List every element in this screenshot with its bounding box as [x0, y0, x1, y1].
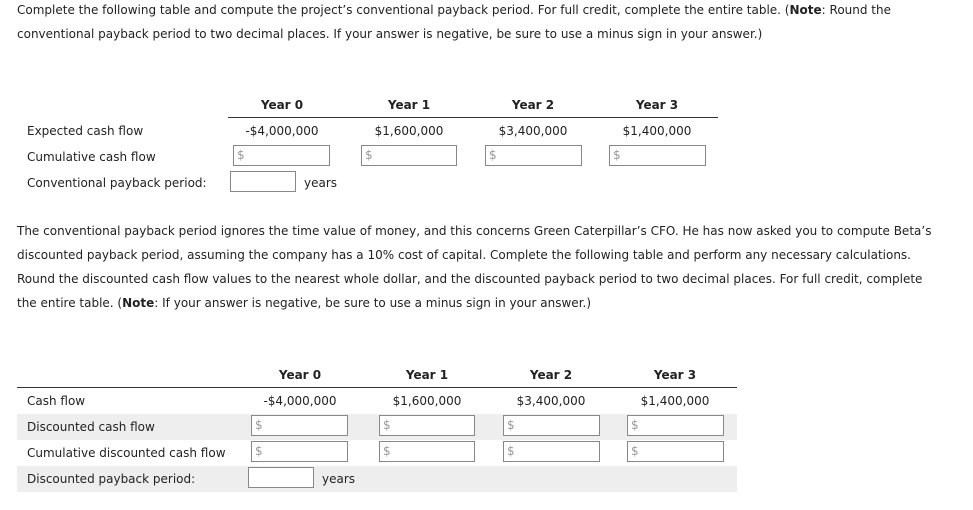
- table1-header-rule: [228, 117, 718, 118]
- table2-header-year0: Year 0: [278, 368, 322, 382]
- currency-symbol: $: [237, 148, 245, 162]
- discounted-cash-flow-year2-input[interactable]: [503, 415, 600, 436]
- cumulative-cash-flow-year0-input[interactable]: [233, 145, 330, 166]
- instructions-text: Round the discounted cash flow values to the nearest whole dollar, and the discounted payback period to two decimal places. For full credit, complete: [17, 272, 923, 286]
- cumulative-discounted-cash-flow-year0-input[interactable]: [251, 441, 348, 462]
- cash-flow-year2: $3,400,000: [516, 394, 586, 408]
- currency-symbol: $: [383, 444, 391, 458]
- cumulative-cash-flow-year1-input[interactable]: [361, 145, 457, 166]
- conventional-payback-input[interactable]: [230, 171, 296, 192]
- expected-cash-flow-year2: $3,400,000: [498, 124, 568, 138]
- expected-cash-flow-year0: -$4,000,000: [245, 124, 319, 138]
- cumulative-cash-flow-label: Cumulative cash flow: [27, 150, 156, 164]
- cash-flow-year0: -$4,000,000: [263, 394, 337, 408]
- years-unit-label: years: [304, 176, 338, 190]
- table1-header-year2: Year 2: [511, 98, 555, 112]
- cash-flow-label: Cash flow: [27, 394, 86, 408]
- table2-header-rule: [17, 387, 737, 388]
- currency-symbol: $: [365, 148, 373, 162]
- currency-symbol: $: [613, 148, 621, 162]
- discounted-cash-flow-year1-input[interactable]: [379, 415, 475, 436]
- instructions-text: discounted payback period, assuming the company has a 10% cost of capital. Complete the following table and perform any necessary calculations.: [17, 248, 911, 262]
- discounted-payback-input[interactable]: [248, 467, 314, 488]
- table2-header-year1: Year 1: [405, 368, 449, 382]
- currency-symbol: $: [507, 418, 515, 432]
- instructions-text: : Round the: [821, 3, 891, 17]
- instructions-text: : If your answer is negative, be sure to use a minus sign in your answer.): [154, 296, 592, 310]
- currency-symbol: $: [255, 444, 263, 458]
- cumulative-discounted-cash-flow-label: Cumulative discounted cash flow: [27, 446, 226, 460]
- expected-cash-flow-year1: $1,600,000: [374, 124, 444, 138]
- table1-header-year0: Year 0: [260, 98, 304, 112]
- table2-header-year2: Year 2: [529, 368, 573, 382]
- discounted-payback-label: Discounted payback period:: [27, 472, 196, 486]
- cumulative-cash-flow-year3-input[interactable]: [609, 145, 706, 166]
- currency-symbol: $: [631, 444, 639, 458]
- currency-symbol: $: [631, 418, 639, 432]
- discounted-cash-flow-label: Discounted cash flow: [27, 420, 155, 434]
- cash-flow-year1: $1,600,000: [392, 394, 462, 408]
- currency-symbol: $: [489, 148, 497, 162]
- discounted-cash-flow-year3-input[interactable]: [627, 415, 724, 436]
- years-unit-label: years: [322, 472, 356, 486]
- currency-symbol: $: [255, 418, 263, 432]
- instructions-paragraph-2: [17, 219, 931, 315]
- table2-header-year3: Year 3: [653, 368, 697, 382]
- instructions-text: conventional payback period to two decimal places. If your answer is negative, be sure to use a minus sign in your answer.): [17, 27, 763, 41]
- conventional-payback-label: Conventional payback period:: [27, 176, 207, 190]
- cash-flow-year3: $1,400,000: [640, 394, 710, 408]
- cumulative-discounted-cash-flow-year3-input[interactable]: [627, 441, 724, 462]
- instructions-text: The conventional payback period ignores the time value of money, and this concerns Green Caterpillar’s CFO. He has now asked you to compute Beta’s: [17, 224, 932, 238]
- cumulative-discounted-cash-flow-year1-input[interactable]: [379, 441, 475, 462]
- table1-header-year1: Year 1: [387, 98, 431, 112]
- discounted-cash-flow-year0-input[interactable]: [251, 415, 348, 436]
- cumulative-discounted-cash-flow-year2-input[interactable]: [503, 441, 600, 462]
- expected-cash-flow-label: Expected cash flow: [27, 124, 144, 138]
- cumulative-cash-flow-year2-input[interactable]: [485, 145, 582, 166]
- currency-symbol: $: [507, 444, 515, 458]
- table1-header-year3: Year 3: [635, 98, 679, 112]
- instructions-text: the entire table. (: [17, 296, 123, 310]
- expected-cash-flow-year3: $1,400,000: [622, 124, 692, 138]
- note-label: Note: [122, 296, 155, 310]
- instructions-text: Complete the following table and compute the project’s conventional payback period. For full credit, complete the entire table. (: [17, 3, 790, 17]
- note-label: Note: [789, 3, 822, 17]
- instructions-paragraph-1: [17, 0, 891, 46]
- currency-symbol: $: [383, 418, 391, 432]
